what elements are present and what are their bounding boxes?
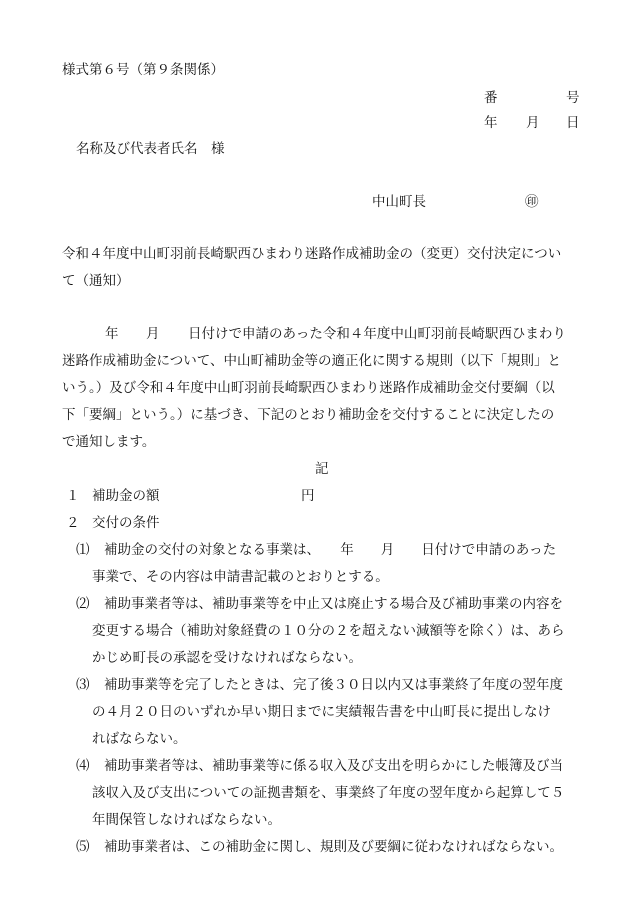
body-line-5: で通知します。 [62,434,156,450]
condition-2-line-2: 変更する場合（補助対象経費の１０分の２を超えない減額等を除く）は、あら [92,623,565,639]
condition-3-line-1: 補助事業等を完了したときは、完了後３０日以内又は事業終了年度の翌年度 [104,677,563,693]
number-label-go: 号 [566,90,580,106]
document-title-line-2: て（通知） [62,273,130,289]
condition-3-line-3: ればならない。 [92,731,187,747]
seal-mark: ㊞ [525,194,539,210]
condition-4-line-3: 年間保管しなければならない。 [92,812,281,828]
condition-5-line-1: 補助事業者は、この補助金に関し、規則及び要綱に従わなければならない。 [104,839,563,855]
section-2-number: ２ [66,515,80,531]
condition-1-number: ⑴ [76,542,90,558]
condition-4-number: ⑷ [76,758,90,774]
section-1-unit: 円 [301,488,315,504]
condition-1-line-1: 補助金の交付の対象となる事業は、 年 月 日付けで申請のあった [104,542,557,558]
condition-2-line-3: かじめ町長の承認を受けなければならない。 [92,650,362,666]
date-day-label: 日 [566,115,580,131]
body-line-1: 日付けで申請のあった令和４年度中山町羽前長崎駅西ひまわり [188,326,566,342]
condition-3-number: ⑶ [76,677,90,693]
condition-1-line-2: 事業で、その内容は申請書記載のとおりとする。 [92,569,389,585]
body-line-3: いう。）及び令和４年度中山町羽前長崎駅西ひまわり迷路作成補助金交付要綱（以 [62,380,555,396]
condition-4-line-1: 補助事業者等は、補助事業等に係る収入及び支出を明らかにした帳簿及び当 [104,758,563,774]
issuer-name: 中山町長 [372,194,426,210]
document-title-line-1: 令和４年度中山町羽前長崎駅西ひまわり迷路作成補助金の（変更）交付決定につい [62,246,562,262]
date-month-label: 月 [526,115,540,131]
addressee: 名称及び代表者氏名 様 [76,141,225,157]
date-year-label: 年 [484,115,498,131]
section-1-label: 補助金の額 [92,488,160,504]
number-label-ban: 番 [484,90,498,106]
condition-2-line-1: 補助事業者等は、補助事業等を中止又は廃止する場合及び補助事業の内容を [104,596,563,612]
condition-3-line-2: の４月２０日のいずれか早い期日までに実績報告書を中山町長に提出しなけ [92,704,551,720]
form-label: 様式第６号（第９条関係） [62,62,224,78]
body-line-2: 迷路作成補助金について、中山町補助金等の適正化に関する規則（以下「規則」と [62,353,561,369]
body-line-4: 下「要綱」という。）に基づき、下記のとおり補助金を交付することに決定したの [62,407,555,423]
section-2-label: 交付の条件 [92,515,160,531]
ki-heading: 記 [315,461,329,477]
condition-4-line-2: 該収入及び支出についての証拠書類を、事業終了年度の翌年度から起算して５ [92,785,565,801]
condition-2-number: ⑵ [76,596,90,612]
section-1-number: １ [66,488,80,504]
body-date-month: 月 [146,326,160,342]
body-date-year: 年 [105,326,119,342]
condition-5-number: ⑸ [76,839,90,855]
